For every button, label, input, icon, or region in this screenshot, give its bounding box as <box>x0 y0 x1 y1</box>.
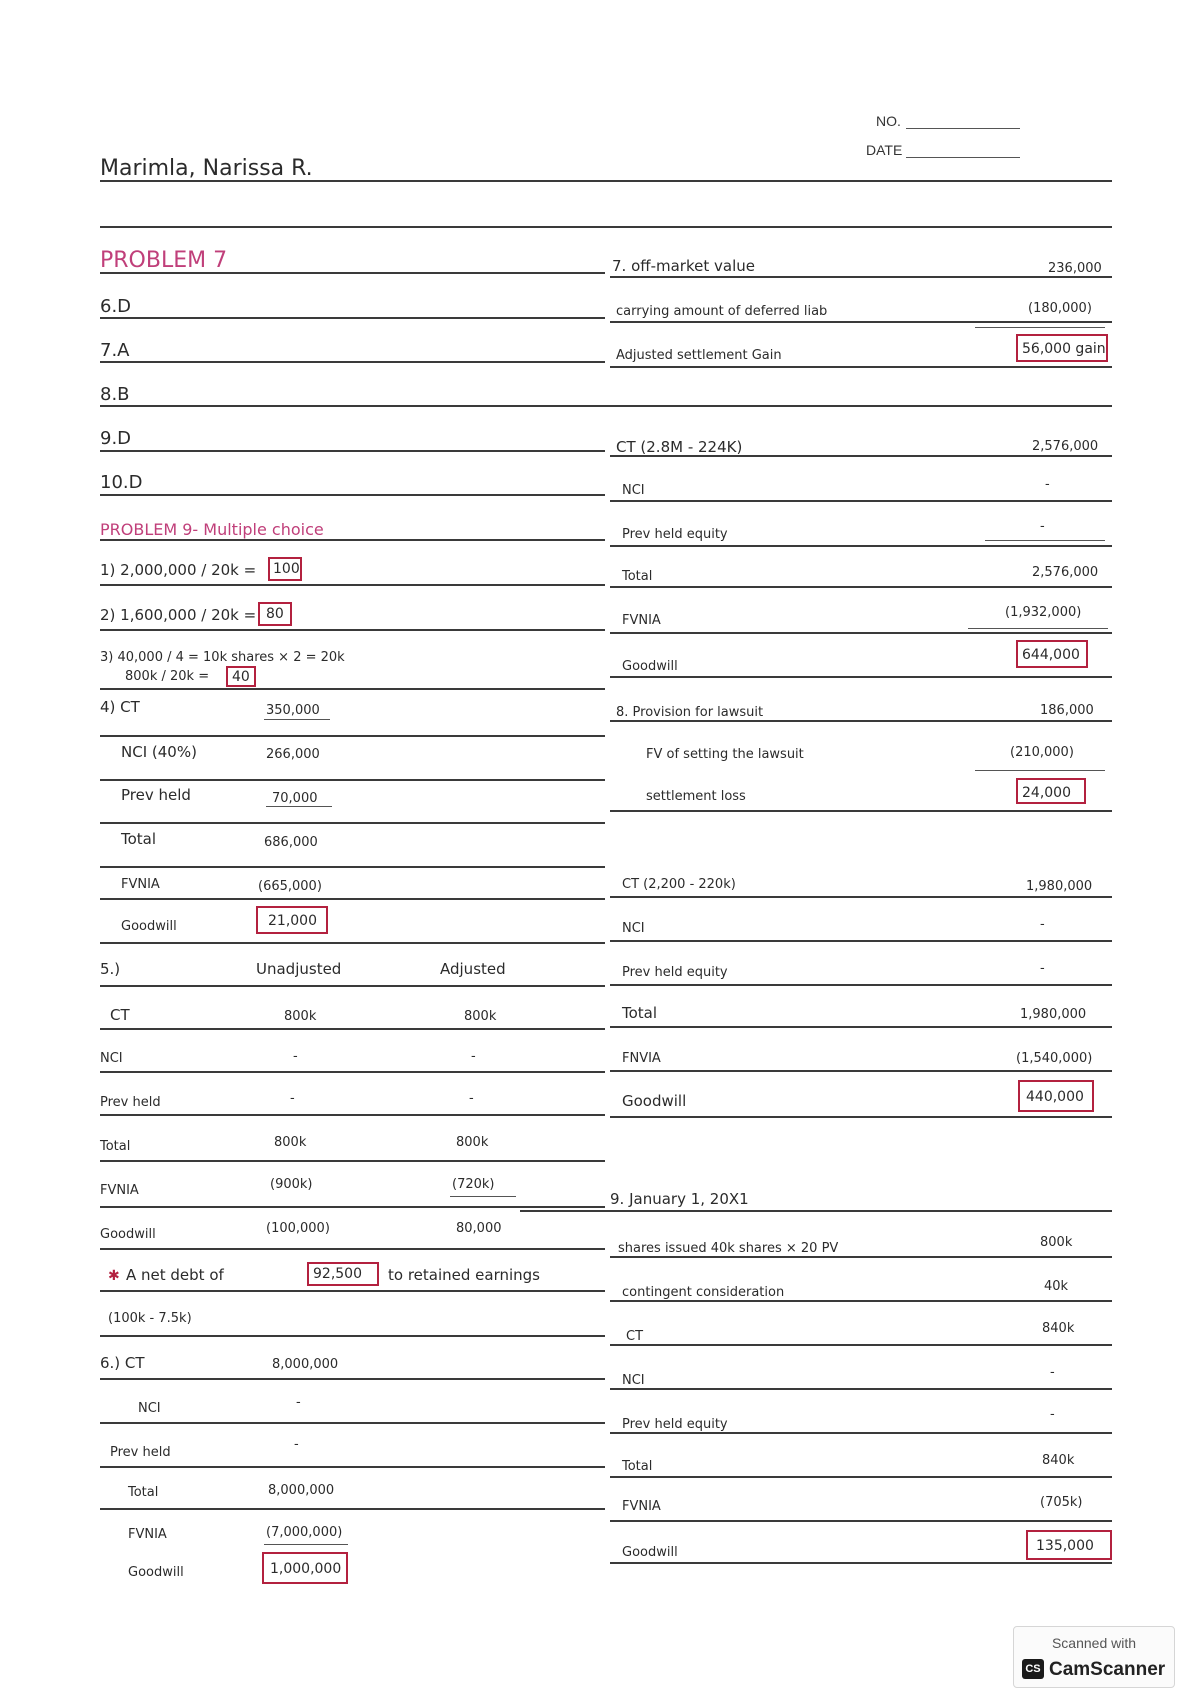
q8-prev-label: Prev held equity <box>622 965 728 980</box>
ruled-line <box>610 1562 1112 1564</box>
ruled-line <box>610 1344 1112 1346</box>
underline <box>975 327 1105 328</box>
q5-row-unadj: 800k <box>284 1009 317 1024</box>
q5-row-label: Total <box>100 1139 131 1154</box>
q8-gw-label: Goodwill <box>622 1092 687 1110</box>
q1-text: 1) 2,000,000 / 20k = <box>100 561 257 579</box>
note-prefix: A net debt of <box>126 1266 224 1284</box>
q8-label1: 8. Provision for lawsuit <box>616 705 764 720</box>
q6-prev-label: Prev held <box>110 1445 171 1460</box>
date-line <box>906 157 1020 158</box>
star-mark: ✱ <box>108 1268 120 1284</box>
q5-row-unadj: 800k <box>274 1135 307 1150</box>
q9-cc-label: contingent consideration <box>622 1285 785 1300</box>
student-name: Marimla, Narissa R. <box>100 156 313 181</box>
q5-row-adj: 800k <box>464 1009 497 1024</box>
q4-gw: 21,000 <box>268 913 317 929</box>
q7-value1: 236,000 <box>1048 261 1102 276</box>
q3-line1: 3) 40,000 / 4 = 10k shares × 2 = 20k <box>100 650 345 665</box>
scanner-top-text: Scanned with <box>1051 1635 1137 1651</box>
underline <box>975 770 1105 771</box>
ruled-line <box>100 405 1112 407</box>
ruled-line <box>610 1256 1112 1258</box>
ruled-line <box>610 632 1112 634</box>
q7-prev: - <box>1040 519 1045 534</box>
q5-row-adj: - <box>471 1049 476 1064</box>
q7-label3: Adjusted settlement Gain <box>616 348 782 363</box>
q5-row-label: NCI <box>100 1051 123 1066</box>
ruled-line <box>100 735 605 737</box>
ruled-line <box>100 1248 605 1250</box>
underline <box>266 806 332 807</box>
q4-nci-label: NCI (40%) <box>121 743 197 761</box>
ruled-line <box>610 1476 1112 1478</box>
q8-fvnia: (1,540,000) <box>1016 1051 1093 1066</box>
no-line <box>906 128 1020 129</box>
ruled-line <box>100 1071 605 1073</box>
ruled-line <box>610 896 1112 898</box>
q6-nci-label: NCI <box>138 1401 161 1416</box>
ruled-line <box>100 1290 605 1292</box>
q4-label: 4) CT <box>100 698 140 716</box>
q5-col-unadjusted: Unadjusted <box>256 960 342 978</box>
q8-gw: 440,000 <box>1026 1089 1084 1105</box>
q9-nci: - <box>1050 1365 1055 1380</box>
q4-prev: 70,000 <box>272 791 318 806</box>
q3-answer: 40 <box>232 669 250 685</box>
camscanner-logo-icon: CS <box>1022 1659 1044 1679</box>
underline <box>968 628 1108 629</box>
ruled-line <box>100 317 605 319</box>
q5-row-unadj: (900k) <box>270 1177 313 1192</box>
q9-gw: 135,000 <box>1036 1538 1094 1554</box>
q9-nci-label: NCI <box>622 1373 645 1388</box>
q6-fvnia-label: FVNIA <box>128 1527 167 1542</box>
ruled-line <box>610 810 1112 812</box>
ruled-line <box>610 1026 1112 1028</box>
p7-answer: 6.D <box>100 296 132 317</box>
q5-row-adj: - <box>469 1091 474 1106</box>
q9-fvnia-label: FVNIA <box>622 1499 661 1514</box>
underline <box>264 719 330 720</box>
q4-ct: 350,000 <box>266 703 320 718</box>
q4-fvnia: (665,000) <box>258 879 322 894</box>
problem9-title: PROBLEM 9- Multiple choice <box>100 520 324 539</box>
q7-ct-label: CT (2.8M - 224K) <box>616 438 743 456</box>
q6-label: 6.) CT <box>100 1354 145 1372</box>
ruled-line <box>610 321 1112 323</box>
q9-cc: 40k <box>1044 1279 1069 1294</box>
ruled-line <box>100 942 605 944</box>
ruled-line <box>100 1422 605 1424</box>
ruled-line <box>610 545 1112 547</box>
ruled-line <box>100 584 605 586</box>
ruled-line <box>610 984 1112 986</box>
ruled-line <box>100 1335 605 1337</box>
note-amount: 92,500 <box>313 1266 362 1282</box>
q6-total-label: Total <box>128 1485 159 1500</box>
q7-nci: - <box>1045 477 1050 492</box>
q8-ct-label: CT (2,200 - 220k) <box>622 877 736 892</box>
ruled-line <box>100 1114 605 1116</box>
ruled-line <box>610 940 1112 942</box>
q7-label1: 7. off-market value <box>612 257 755 275</box>
q5-row-unadj: - <box>293 1049 298 1064</box>
q8-prev: - <box>1040 961 1045 976</box>
q8-value1: 186,000 <box>1040 703 1094 718</box>
q8-nci-label: NCI <box>622 921 645 936</box>
q6-gw: 1,000,000 <box>270 1561 342 1577</box>
q7-gw: 644,000 <box>1022 647 1080 663</box>
q9-gw-label: Goodwill <box>622 1545 678 1560</box>
q9-prev: - <box>1050 1407 1055 1422</box>
q5-row-label: FVNIA <box>100 1183 139 1198</box>
q9-ct-label: CT <box>626 1329 644 1344</box>
q5-row-label: Goodwill <box>100 1227 156 1242</box>
p7-answer: 10.D <box>100 472 143 493</box>
ruled-line <box>100 539 605 541</box>
q5-row-label: CT <box>110 1006 130 1024</box>
q6-total: 8,000,000 <box>268 1483 335 1498</box>
q4-nci: 266,000 <box>266 747 320 762</box>
q5-row-unadj: (100,000) <box>266 1221 330 1236</box>
q6-prev: - <box>294 1437 299 1452</box>
q7-value3: 56,000 gain <box>1022 341 1106 357</box>
q7-prev-label: Prev held equity <box>622 527 728 542</box>
q7-gw-label: Goodwill <box>622 659 678 674</box>
q8-fvnia-label: FNVIA <box>622 1051 661 1066</box>
q8-ct: 1,980,000 <box>1026 879 1093 894</box>
q5-row-adj: 800k <box>456 1135 489 1150</box>
ruled-line <box>610 1116 1112 1118</box>
q7-value2: (180,000) <box>1028 301 1092 316</box>
camscanner-badge <box>1013 1626 1175 1688</box>
q2-text: 2) 1,600,000 / 20k = <box>100 606 257 624</box>
q7-nci-label: NCI <box>622 483 645 498</box>
ruled-line <box>610 720 1112 722</box>
p7-answer: 8.B <box>100 384 130 405</box>
q5-row-adj: 80,000 <box>456 1221 502 1236</box>
p7-answer: 7.A <box>100 340 130 361</box>
q5-label: 5.) <box>100 960 121 978</box>
underline <box>264 1544 348 1545</box>
ruled-line <box>100 1508 605 1510</box>
q9-shares-label: shares issued 40k shares × 20 PV <box>618 1241 839 1256</box>
q5-col-adjusted: Adjusted <box>440 960 506 978</box>
q6-ct: 8,000,000 <box>272 1357 339 1372</box>
q4-gw-label: Goodwill <box>121 919 177 934</box>
ruled-line <box>100 226 1112 228</box>
ruled-line <box>610 276 1112 278</box>
ruled-line <box>100 361 605 363</box>
ruled-line <box>100 1206 605 1208</box>
ruled-line <box>100 180 1112 182</box>
note-suffix: to retained earnings <box>388 1266 540 1284</box>
q5-row-label: Prev held <box>100 1095 161 1110</box>
ruled-line <box>100 1378 605 1380</box>
q9-shares: 800k <box>1040 1235 1073 1250</box>
ruled-line <box>100 779 605 781</box>
q6-nci: - <box>296 1395 301 1410</box>
q6-gw-label: Goodwill <box>128 1565 184 1580</box>
note-calc: (100k - 7.5k) <box>108 1311 192 1326</box>
q8-nci: - <box>1040 917 1045 932</box>
ruled-line <box>610 455 1112 457</box>
q7-total-label: Total <box>622 569 653 584</box>
ruled-line <box>610 1300 1112 1302</box>
ruled-line <box>100 450 605 452</box>
no-label: NO. <box>876 113 901 129</box>
q4-total-label: Total <box>121 830 157 848</box>
ruled-line <box>100 985 605 987</box>
q4-fvnia-label: FVNIA <box>121 877 160 892</box>
ruled-line <box>100 1160 605 1162</box>
p7-answer: 9.D <box>100 428 132 449</box>
scanner-name: CamScanner <box>1049 1659 1166 1680</box>
ruled-line <box>520 1210 1112 1212</box>
q2-answer: 80 <box>266 606 284 622</box>
q5-row-adj: (720k) <box>452 1177 495 1192</box>
q8-label2: FV of setting the lawsuit <box>646 747 804 762</box>
ruled-line <box>100 494 605 496</box>
q3-line2: 800k / 20k = <box>125 669 210 684</box>
ruled-line <box>100 866 605 868</box>
q8-total-label: Total <box>622 1004 658 1022</box>
q7-label2: carrying amount of deferred liab <box>616 304 828 319</box>
q9-sum: 840k <box>1042 1321 1075 1336</box>
ruled-line <box>610 1520 1112 1522</box>
q9-fvnia: (705k) <box>1040 1495 1083 1510</box>
q9-total: 840k <box>1042 1453 1075 1468</box>
ruled-line <box>100 898 605 900</box>
ruled-line <box>100 822 605 824</box>
q7-total: 2,576,000 <box>1032 565 1099 580</box>
ruled-line <box>610 1070 1112 1072</box>
q7-ct: 2,576,000 <box>1032 439 1099 454</box>
ruled-line <box>100 1028 605 1030</box>
ruled-line <box>610 676 1112 678</box>
ruled-line <box>100 688 605 690</box>
q5-row-unadj: - <box>290 1091 295 1106</box>
underline <box>450 1196 516 1197</box>
ruled-line <box>100 629 605 631</box>
problem7-title: PROBLEM 7 <box>100 248 228 273</box>
ruled-line <box>610 366 1112 368</box>
ruled-line <box>100 272 605 274</box>
q7-fvnia: (1,932,000) <box>1005 605 1082 620</box>
q8-label3: settlement loss <box>646 789 746 804</box>
q8-total: 1,980,000 <box>1020 1007 1087 1022</box>
ruled-line <box>100 1466 605 1468</box>
underline <box>985 540 1105 541</box>
ruled-line <box>610 500 1112 502</box>
q6-fvnia: (7,000,000) <box>266 1525 343 1540</box>
ruled-line <box>610 586 1112 588</box>
q9-prev-label: Prev held equity <box>622 1417 728 1432</box>
q1-answer: 100 <box>273 561 300 577</box>
q8-value3: 24,000 <box>1022 785 1071 801</box>
ruled-line <box>610 1432 1112 1434</box>
q8-value2: (210,000) <box>1010 745 1074 760</box>
q9-total-label: Total <box>622 1459 653 1474</box>
q7-fvnia-label: FVNIA <box>622 613 661 628</box>
ruled-line <box>610 1388 1112 1390</box>
q4-prev-label: Prev held <box>121 786 191 804</box>
q9-date: 9. January 1, 20X1 <box>610 1190 749 1208</box>
q4-total: 686,000 <box>264 835 318 850</box>
date-label: DATE <box>866 142 903 158</box>
